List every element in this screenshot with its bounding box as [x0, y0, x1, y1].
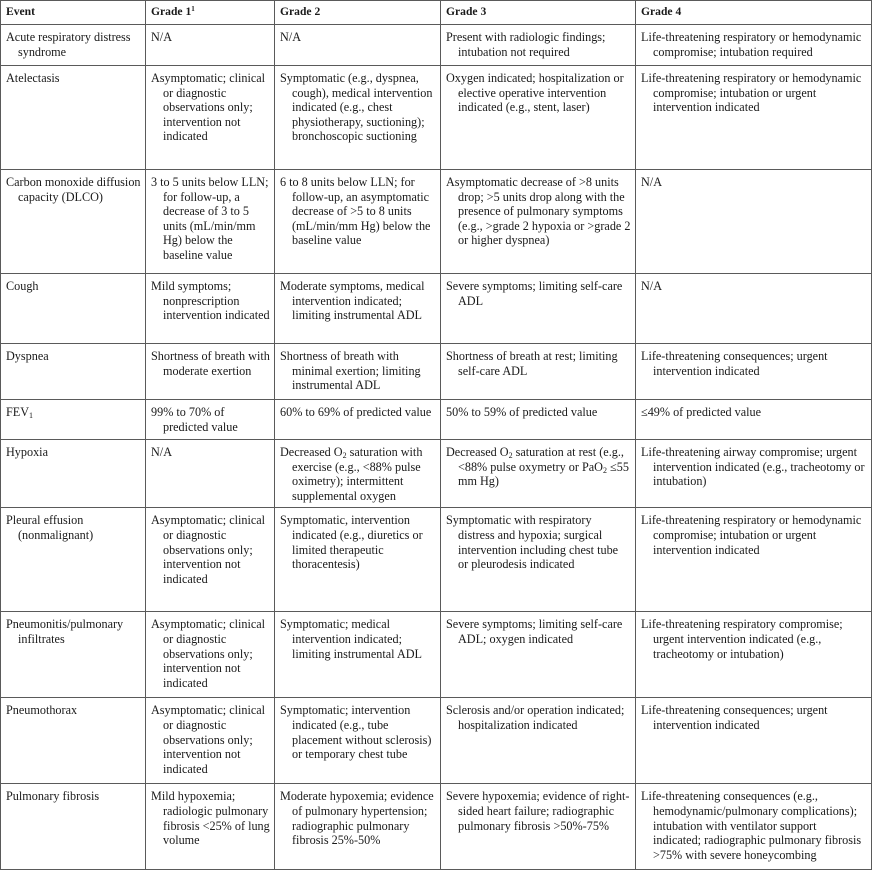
grade-3-cell: 50% to 59% of predicted value — [441, 400, 636, 440]
table-row — [1, 274, 872, 344]
grade-3-cell: Present with radiologic findings; intubation not required — [441, 25, 636, 66]
grade-4-cell: Life-threatening respiratory or hemodynamic compromise; intubation or urgent intervention indicated — [636, 508, 872, 612]
grade-2-cell: Symptomatic (e.g., dyspnea, cough), medical intervention indicated (e.g., chest physiotherapy, suctioning); bronchoscopic suctioning — [275, 66, 441, 170]
header-grade-2: Grade 2 — [275, 1, 441, 25]
grade-4-cell: Life-threatening respiratory or hemodynamic compromise; intubation or urgent intervention indicated — [636, 66, 872, 170]
grade-4-cell: Life-threatening respiratory or hemodynamic compromise; intubation required — [636, 25, 872, 66]
grade-4-cell: N/A — [636, 170, 872, 274]
grade-2-cell: Decreased $O_2$ saturation with exercise (e.g., <88% pulse oximetry); intermittent supplemental oxygen — [275, 440, 441, 508]
grade-2-cell: 6 to 8 units below LLN; for follow-up, an asymptomatic decrease of >5 to 8 units (mL/min/mm Hg) below the baseline value — [275, 170, 441, 274]
event-cell: Pneumothorax — [1, 698, 146, 784]
grade-2-cell: 60% to 69% of predicted value — [275, 400, 441, 440]
grade-1-cell: Mild hypoxemia; radiologic pulmonary fibrosis <25% of lung volume — [146, 784, 275, 870]
grade-4-cell: Life-threatening consequences (e.g., hemodynamic/pulmonary complications); intubation with ventilator support indicated; radiographic pulmonary fibrosis >75% with severe honeycombing — [636, 784, 872, 870]
grade-3-cell: Severe symptoms; limiting self-care ADL — [441, 274, 636, 344]
header-grade-3: Grade 3 — [441, 1, 636, 25]
grade-3-cell: Asymptomatic decrease of >8 units drop; >5 units drop along with the presence of pulmonary symptoms (e.g., >grade 2 hypoxia or >grade 2 or higher dyspnea) — [441, 170, 636, 274]
table-row — [1, 344, 872, 400]
grade-1-footnote-mark: 1 — [191, 5, 195, 13]
grade-3-cell: Decreased $O_2$ saturation at rest (e.g., <88% pulse oxymetry or PaO$_2$ ≤55 mm Hg) — [441, 440, 636, 508]
header-grade-4: Grade 4 — [636, 1, 872, 25]
event-cell: Hypoxia — [1, 440, 146, 508]
grade-3-cell: Shortness of breath at rest; limiting self-care ADL — [441, 344, 636, 400]
grade-4-cell: Life-threatening consequences; urgent intervention indicated — [636, 344, 872, 400]
grade-2-cell: Moderate symptoms, medical intervention indicated; limiting instrumental ADL — [275, 274, 441, 344]
grade-2-cell: Shortness of breath with minimal exertion; limiting instrumental ADL — [275, 344, 441, 400]
grade-3-cell: Sclerosis and/or operation indicated; hospitalization indicated — [441, 698, 636, 784]
table-row — [1, 508, 872, 612]
grade-1-cell: 3 to 5 units below LLN; for follow-up, a decrease of 3 to 5 units (mL/min/mm Hg) below the baseline value — [146, 170, 275, 274]
grade-1-cell: Asymptomatic; clinical or diagnostic observations only; intervention not indicated — [146, 612, 275, 698]
grade-4-cell: Life-threatening respiratory compromise; urgent intervention indicated (e.g., tracheotomy or intubation) — [636, 612, 872, 698]
table-row — [1, 440, 872, 508]
grade-1-cell: N/A — [146, 25, 275, 66]
header-row — [1, 1, 872, 25]
table-row — [1, 400, 872, 440]
table-row — [1, 698, 872, 784]
header-grade-1: Grade $1^1$ — [146, 1, 275, 25]
header-event: Event — [1, 1, 146, 25]
event-cell: Pleural effusion (nonmalignant) — [1, 508, 146, 612]
table-row — [1, 66, 872, 170]
grade-1-cell: N/A — [146, 440, 275, 508]
table-row — [1, 170, 872, 274]
grade-3-cell: Symptomatic with respiratory distress and hypoxia; surgical intervention including chest tube or pleurodesis indicated — [441, 508, 636, 612]
table-row — [1, 784, 872, 870]
grade-2-cell: Moderate hypoxemia; evidence of pulmonary hypertension; radiographic pulmonary fibrosis 25%-50% — [275, 784, 441, 870]
grade-4-cell: Life-threatening consequences; urgent intervention indicated — [636, 698, 872, 784]
grade-1-cell: Asymptomatic; clinical or diagnostic observations only; intervention not indicated — [146, 66, 275, 170]
grade-2-cell: Symptomatic; medical intervention indicated; limiting instrumental ADL — [275, 612, 441, 698]
grade-1-cell: Asymptomatic; clinical or diagnostic observations only; intervention not indicated — [146, 508, 275, 612]
grade-4-cell: N/A — [636, 274, 872, 344]
event-cell: Acute respiratory distress syndrome — [1, 25, 146, 66]
grade-1-cell: Mild symptoms; nonprescription intervention indicated — [146, 274, 275, 344]
grade-3-cell: Severe symptoms; limiting self-care ADL; oxygen indicated — [441, 612, 636, 698]
grade-2-cell: Symptomatic, intervention indicated (e.g., diuretics or limited therapeutic thoracentesis) — [275, 508, 441, 612]
grade-2-cell: N/A — [275, 25, 441, 66]
grade-1-cell: Shortness of breath with moderate exertion — [146, 344, 275, 400]
grade-3-cell: Severe hypoxemia; evidence of right-sided heart failure; radiographic pulmonary fibrosis >50%-75% — [441, 784, 636, 870]
event-cell: $FEV_1$ — [1, 400, 146, 440]
grade-4-cell: Life-threatening airway compromise; urgent intervention indicated (e.g., tracheotomy or intubation) — [636, 440, 872, 508]
event-cell: Carbon monoxide diffusion capacity (DLCO) — [1, 170, 146, 274]
event-cell: Pulmonary fibrosis — [1, 784, 146, 870]
event-cell: Cough — [1, 274, 146, 344]
grade-3-cell: Oxygen indicated; hospitalization or elective operative intervention indicated (e.g., stent, laser) — [441, 66, 636, 170]
event-cell: Pneumonitis/pulmonary infiltrates — [1, 612, 146, 698]
grade-1-cell: Asymptomatic; clinical or diagnostic observations only; intervention not indicated — [146, 698, 275, 784]
grade-1-cell: 99% to 70% of predicted value — [146, 400, 275, 440]
event-cell: Atelectasis — [1, 66, 146, 170]
grade-4-cell: ≤49% of predicted value — [636, 400, 872, 440]
table-row — [1, 25, 872, 66]
table-row — [1, 612, 872, 698]
event-cell: Dyspnea — [1, 344, 146, 400]
grade-2-cell: Symptomatic; intervention indicated (e.g., tube placement without sclerosis) or temporary chest tube — [275, 698, 441, 784]
